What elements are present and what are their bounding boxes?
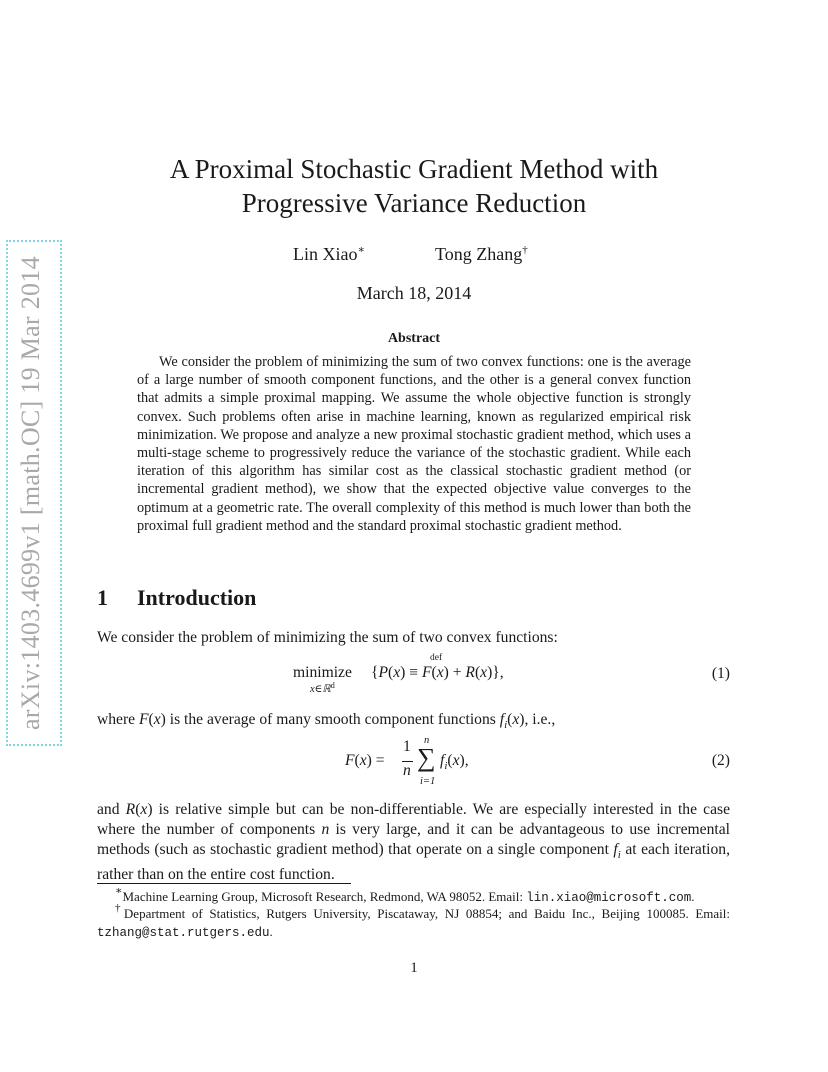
footnote-text: Machine Learning Group, Microsoft Research, Redmond, WA 98052. Email: [122,889,527,904]
paper-title-line-1: A Proximal Stochastic Gradient Method with [169,154,659,184]
eq1-operator: minimize [293,664,352,681]
paper-date: March 18, 2014 [356,283,472,303]
author-footnote-mark: ∗ [357,244,365,256]
footnote-end: . [269,924,273,939]
equation-1 [293,653,553,700]
eq2-lhs: F(x) = [345,752,385,769]
section-heading [97,585,256,611]
author-lin-xiao [293,244,365,265]
email-link[interactable]: lin.xiao@microsoft.com [526,891,692,905]
paper-title-line-2: Progressive Variance Reduction [241,188,587,218]
footnote-divider [97,883,351,884]
text-run: , i.e., [524,711,556,728]
eq2-sum-upper: n [424,735,430,746]
text-run: where [97,711,139,728]
equation-number-2: (2) [711,752,730,769]
eq1-subscript-set: x∈ℝ [310,684,331,695]
page-number: 1 [410,960,418,976]
equation-number-1: (1) [711,665,730,682]
footnote-mark: † [115,902,124,914]
section-title: Introduction [137,585,257,610]
text-run: at each iteration, rather than on the entire cost function. [97,841,730,884]
footnote-end: . [691,889,695,904]
intro-paragraph-1: We consider the problem of minimizing the sum of two convex functions: [97,629,558,646]
email-link[interactable]: tzhang@stat.rutgers.edu [97,926,270,940]
eq1-subscript-dim: d [330,681,335,690]
author-tong-zhang [435,244,528,265]
text-run: is the average of many smooth component functions [165,711,500,728]
equation-2 [345,735,505,790]
eq1-subscript [310,683,335,695]
footnote-mark: ∗ [115,885,123,897]
eq2-rhs: $f_i(x)$, [440,752,469,773]
eq2-fraction-numerator: 1 [403,738,411,755]
section-number: 1 [97,585,108,610]
author-name: Tong Zhang [435,244,523,264]
footnote-text: Department of Statistics, Rutgers University, Piscataway, NJ 08854; and Baidu Inc., Beijing 100085. Email: [123,906,731,921]
eq2-sum-lower: i=1 [420,776,436,787]
text-run: and [97,801,126,818]
footnote-2 [97,902,731,942]
author-name: Lin Xiao [293,244,358,264]
author-footnote-mark: † [522,244,528,256]
text-run: is relative simple but can be non-differentiable. We are especially interested in the case where the number of components [97,801,730,838]
intro-paragraph-3: and R(x) is relative simple but can be non-differentiable. We are especially interested in the case where the number of components n is very large, and it can be advantageous to use incremental methods (such as stochastic gradient method) that operate on a single component $f_i$ at each iteration, rather than on the entire cost function. [97,801,730,884]
sum-symbol: ∑ [417,743,436,772]
abstract-body: We consider the problem of minimizing the sum of two convex functions: one is the average of a large number of smooth component functions, and the other is a general convex function that admits a simple proximal mapping. We assume the whole objective function is strongly convex. Such problems often arise in machine learning, known as regularized empirical risk minimization. We propose and analyze a new proximal stochastic gradient method, which uses a multi-stage scheme to progressively reduce the variance of the stochastic gradient. While each iteration of this algorithm has similar cost as the classical stochastic gradient method (or incremental gradient method), we show that the expected objective value converges to the optimum at a geometric rate. The overall complexity of this method is much lower than both the proximal full gradient method and the standard proximal stochastic gradient method. [137,354,691,534]
arxiv-identifier: arXiv:1403.4699v1 [math.OC] 19 Mar 2014 [16,256,45,730]
text-run: is very large, and it can be advantageous to use incremental methods (such as stochastic gradient method) that operate on a single component [97,821,730,858]
eq1-def-label: def [430,653,443,663]
intro-paragraph-2: where F(x) is the average of many smooth component functions $f_i(x)$, i.e., [97,711,556,732]
eq2-fraction-denominator: n [403,762,411,779]
eq1-body: {P(x) ≡ F(x) + R(x)}, [371,664,504,681]
abstract-heading: Abstract [387,331,441,346]
